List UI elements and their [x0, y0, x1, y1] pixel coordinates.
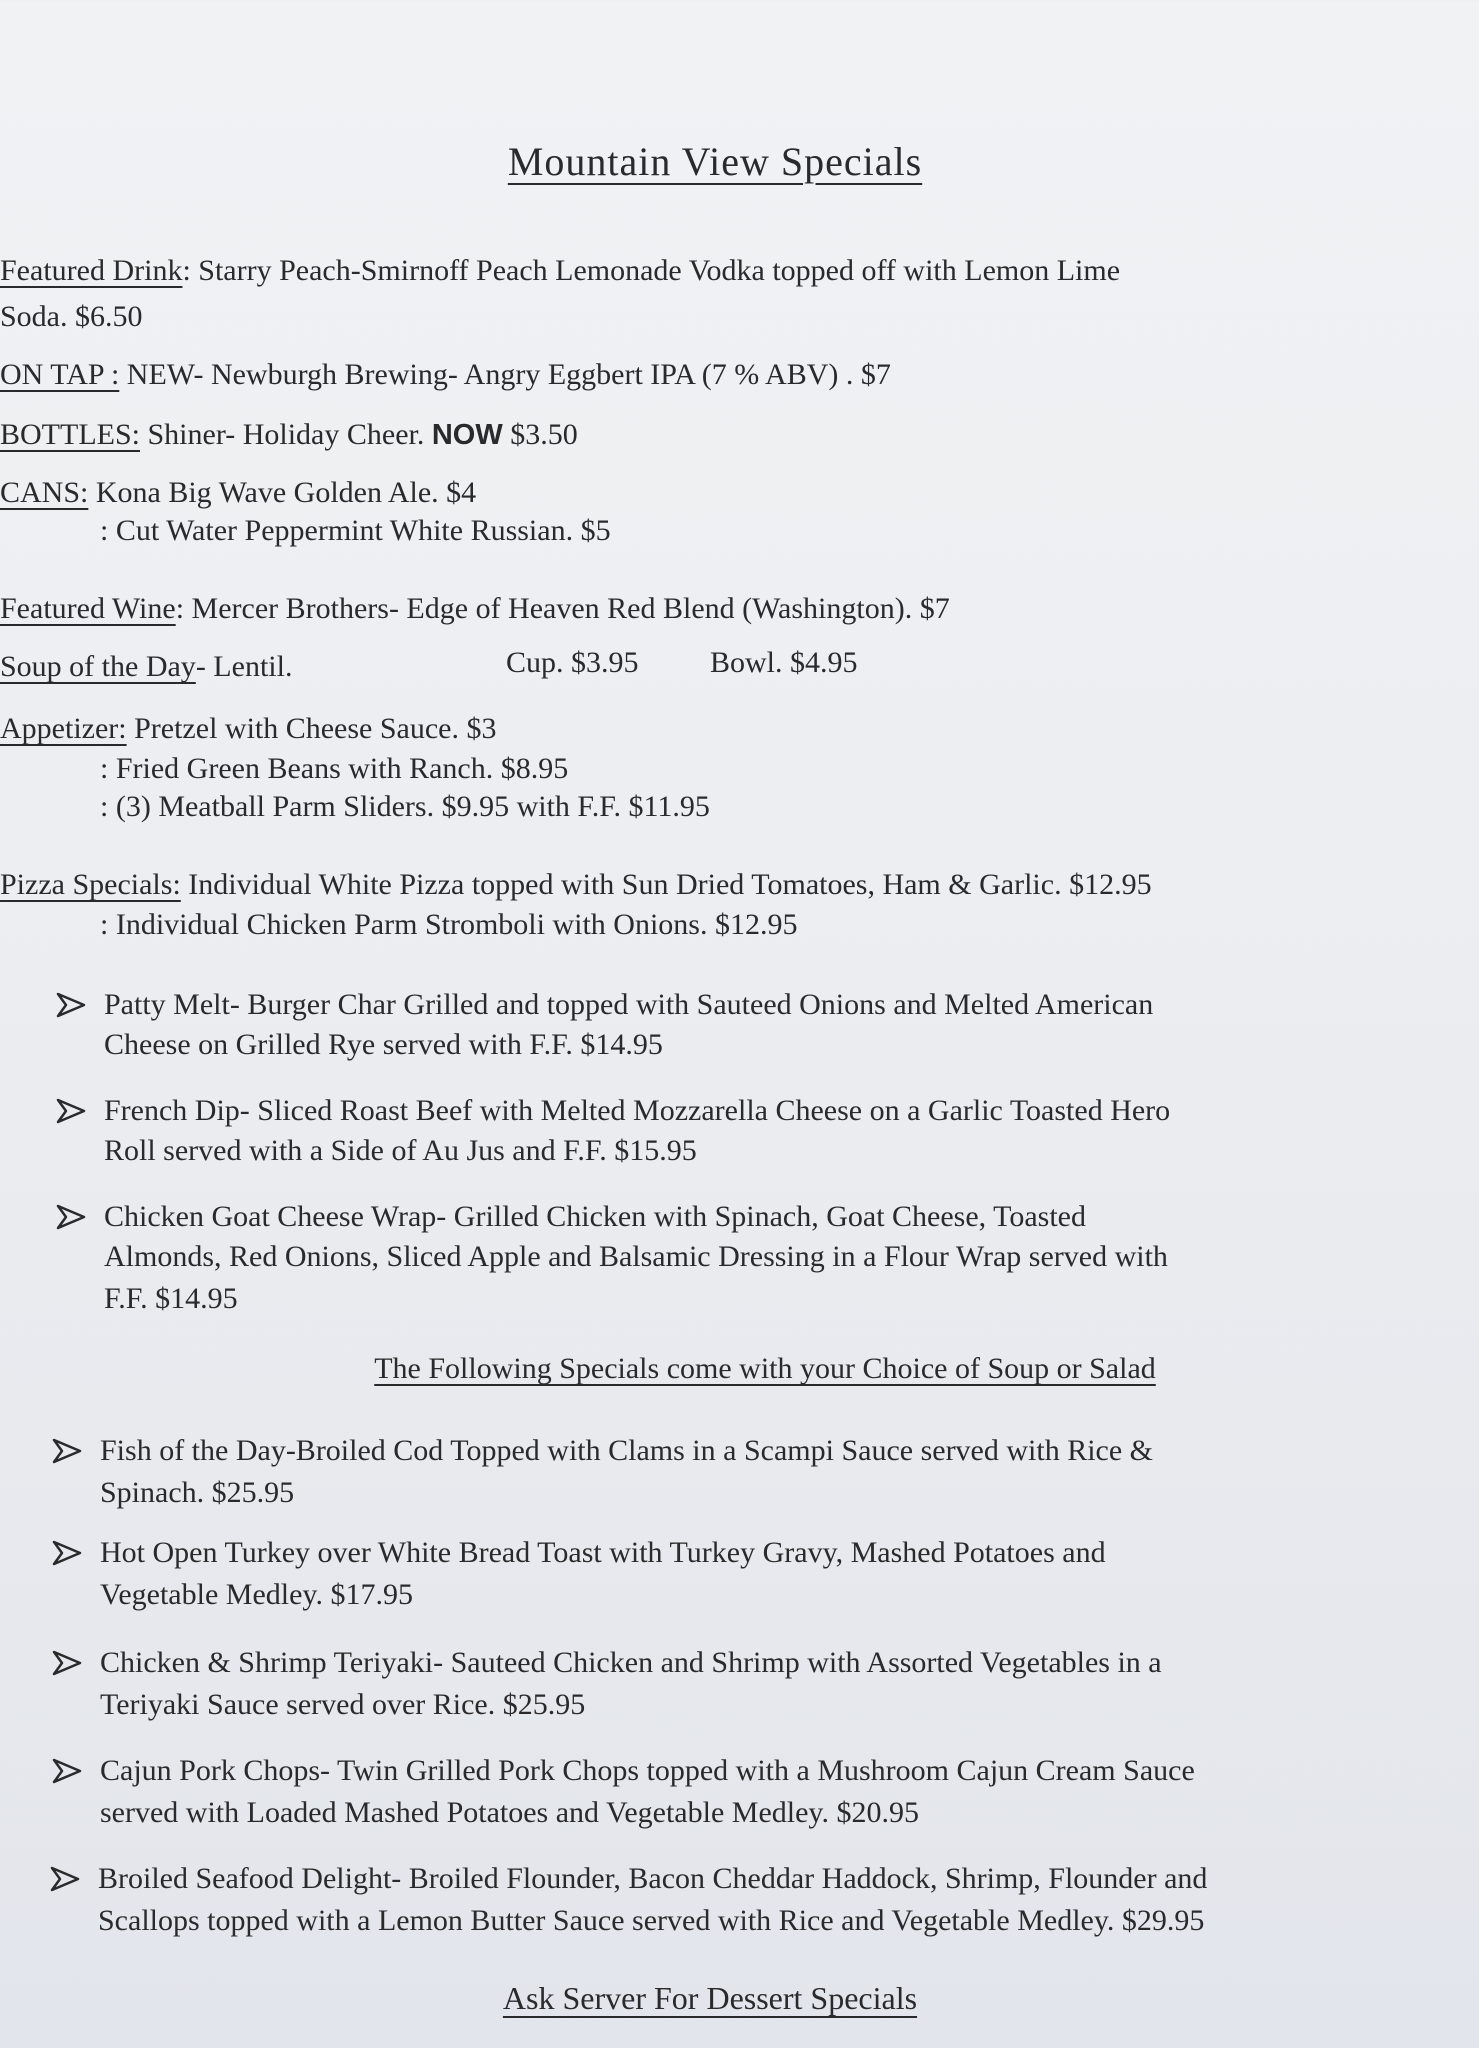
on-tap [0, 354, 891, 396]
featured-drink-text: : Starry Peach-Smirnoff Peach Lemonade Vodka topped off with Lemon Lime [182, 254, 1121, 287]
soup-bowl: Bowl. $4.95 [710, 646, 858, 679]
bottles-now: NOW [431, 419, 503, 451]
bottles-price: $3.50 [502, 418, 578, 451]
dessert-note: Ask Server For Dessert Specials [502, 1980, 918, 2016]
list-item-line-2: Cheese on Grilled Rye served with F.F. $14.95 [104, 1028, 663, 1061]
list-item-line-2: Teriyaki Sauce served over Rice. $25.95 [100, 1688, 586, 1721]
list-item-line-2: Vegetable Medley. $17.95 [100, 1578, 413, 1611]
arrow-bullet-icon [54, 1090, 90, 1132]
arrow-bullet-icon [50, 1532, 86, 1574]
featured-wine [0, 588, 950, 630]
appetizer-sub-1: : Fried Green Beans with Ranch. $8.95 [100, 752, 569, 785]
soup-cup: Cup. $3.95 [506, 646, 639, 679]
list-item-line-3: F.F. $14.95 [104, 1282, 238, 1315]
appetizer [0, 708, 497, 750]
pizza-specials [0, 864, 1152, 906]
featured-wine-label: Featured Wine [0, 592, 176, 625]
list-item-line-1: Fish of the Day-Broiled Cod Topped with Clams in a Scampi Sauce served with Rice & [100, 1434, 1154, 1467]
bottles-text: Shiner- Holiday Cheer. [140, 418, 432, 451]
arrow-bullet-icon [50, 1430, 86, 1472]
soup-salad-heading: The Following Specials come with your Choice of Soup or Salad [374, 1352, 1156, 1385]
featured-drink [0, 250, 1120, 292]
list-item-line-2: Scallops topped with a Lemon Butter Sauce served with Rice and Vegetable Medley. $29.95 [98, 1904, 1205, 1937]
arrow-bullet-icon [50, 1750, 86, 1792]
soup-label: Soup of the Day [0, 650, 196, 683]
list-item-line-1: Chicken Goat Cheese Wrap- Grilled Chicken with Spinach, Goat Cheese, Toasted [104, 1200, 1087, 1233]
soup-of-the-day [0, 646, 292, 688]
cans-text: Kona Big Wave Golden Ale. $4 [88, 476, 477, 509]
list-item-line-1: French Dip- Sliced Roast Beef with Melted Mozzarella Cheese on a Garlic Toasted Hero [104, 1094, 1171, 1127]
featured-wine-text: : Mercer Brothers- Edge of Heaven Red Blend (Washington). $7 [175, 592, 950, 625]
list-item-line-1: Hot Open Turkey over White Bread Toast with Turkey Gravy, Mashed Potatoes and [100, 1536, 1106, 1569]
on-tap-label: ON TAP : [0, 358, 120, 391]
cans [0, 472, 476, 514]
featured-drink-cont: Soda. $6.50 [0, 300, 143, 333]
menu-title: Mountain View Specials [507, 139, 923, 184]
list-item-line-1: Cajun Pork Chops- Twin Grilled Pork Chops topped with a Mushroom Cajun Cream Sauce [100, 1754, 1195, 1787]
arrow-bullet-icon [50, 1642, 86, 1684]
pizza-text: Individual White Pizza topped with Sun Dried Tomatoes, Ham & Garlic. $12.95 [180, 868, 1152, 901]
list-item-line-1: Patty Melt- Burger Char Grilled and topped with Sauteed Onions and Melted American [104, 988, 1154, 1021]
appetizer-sub-2: : (3) Meatball Parm Sliders. $9.95 with F.F. $11.95 [100, 790, 710, 823]
list-item-line-1: Broiled Seafood Delight- Broiled Flounder, Bacon Cheddar Haddock, Shrimp, Flounder and [98, 1862, 1208, 1895]
on-tap-text: NEW- Newburgh Brewing- Angry Eggbert IPA (7 % ABV) . $7 [119, 358, 891, 391]
cans-sub: : Cut Water Peppermint White Russian. $5 [100, 514, 611, 547]
list-item-line-1: Chicken & Shrimp Teriyaki- Sauteed Chicken and Shrimp with Assorted Vegetables in a [100, 1646, 1162, 1679]
arrow-bullet-icon [48, 1858, 84, 1900]
appetizer-label: Appetizer: [0, 712, 127, 745]
bottles [0, 414, 578, 456]
list-item-line-2: Spinach. $25.95 [100, 1476, 295, 1509]
pizza-sub: : Individual Chicken Parm Stromboli with Onions. $12.95 [100, 908, 798, 941]
list-item-line-2: Roll served with a Side of Au Jus and F.F. $15.95 [104, 1134, 697, 1167]
featured-drink-label: Featured Drink [0, 254, 183, 287]
pizza-label: Pizza Specials: [0, 868, 181, 901]
soup-text: - Lentil. [195, 650, 293, 683]
appetizer-text: Pretzel with Cheese Sauce. $3 [126, 712, 497, 745]
cans-label: CANS: [0, 476, 89, 509]
list-item-line-2: Almonds, Red Onions, Sliced Apple and Balsamic Dressing in a Flour Wrap served with [104, 1240, 1168, 1273]
arrow-bullet-icon [54, 1196, 90, 1238]
list-item-line-2: served with Loaded Mashed Potatoes and Vegetable Medley. $20.95 [100, 1796, 919, 1829]
bottles-label: BOTTLES: [0, 418, 140, 451]
arrow-bullet-icon [54, 984, 90, 1026]
